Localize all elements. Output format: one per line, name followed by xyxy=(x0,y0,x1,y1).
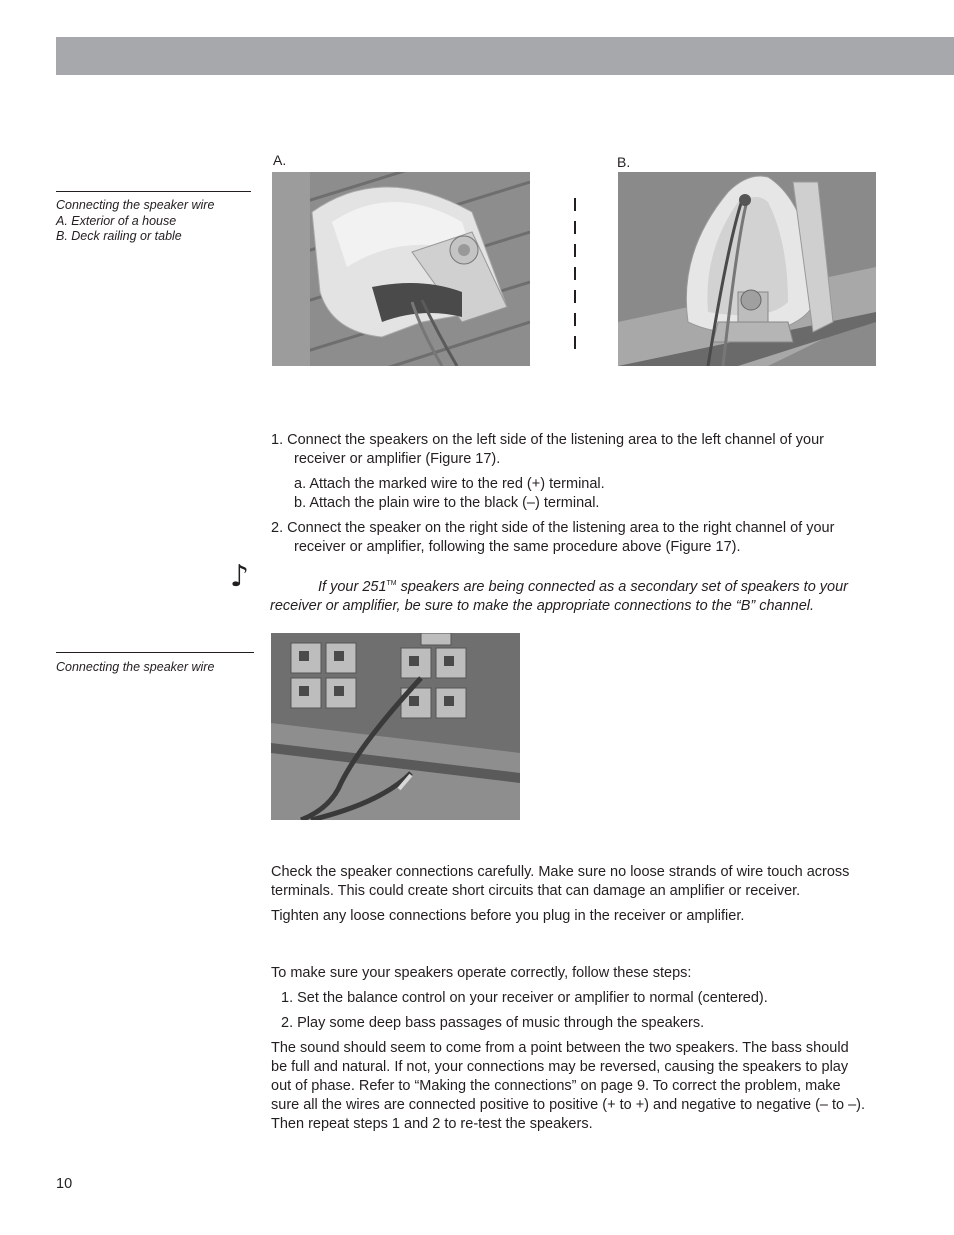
figure-label-b: B. xyxy=(617,154,631,170)
figure-caption-bottom: Connecting the speaker wire xyxy=(56,660,215,674)
check-line: Check the speaker connections carefully. Make sure no loose strands of wire touch across xyxy=(271,864,850,880)
page-number: 10 xyxy=(56,1176,73,1192)
test-paragraph xyxy=(271,1039,931,1134)
divider-ticks xyxy=(574,198,576,348)
photo-speaker-deck-railing xyxy=(618,172,876,366)
photo-speaker-house-exterior xyxy=(272,172,530,366)
step-1-cont: receiver or amplifier (Figure 17). xyxy=(294,451,501,467)
step-2-cont: receiver or amplifier, following the same procedure above (Figure 17). xyxy=(294,539,741,555)
test-line: be full and natural. If not, your connections may be reversed, causing the speakers to play xyxy=(271,1059,849,1075)
test-line: out of phase. Refer to “Making the connections” on page 9. To correct the problem, make xyxy=(271,1078,841,1094)
caption-line: B. Deck railing or table xyxy=(56,229,182,243)
note-line2: receiver or amplifier, be sure to make the appropriate connections to the “B” channel. xyxy=(270,597,815,614)
step-1a: a. Attach the marked wire to the red (+) terminal. xyxy=(294,476,605,492)
figure-caption-top xyxy=(56,198,256,245)
test-step-2: 2. Play some deep bass passages of music through the speakers. xyxy=(281,1015,705,1031)
step-1-text: 1. Connect the speakers on the left side of the listening area to the left channel of your xyxy=(271,432,824,448)
note-line1-pre: If your 251 xyxy=(318,578,387,595)
figure-label-a: A. xyxy=(273,152,287,168)
test-intro: To make sure your speakers operate correctly, follow these steps: xyxy=(271,965,692,981)
test-line: The sound should seem to come from a point between the two speakers. The bass should xyxy=(271,1040,849,1056)
step-2-text: 2. Connect the speaker on the right side of the listening area to the right channel of your xyxy=(271,520,835,536)
test-step-1: 1. Set the balance control on your receiver or amplifier to normal (centered). xyxy=(281,990,768,1006)
header-bar xyxy=(56,37,954,75)
music-note-icon: ♪ xyxy=(230,559,250,594)
caption-rule xyxy=(56,191,251,192)
note-line1-post: speakers are being connected as a secondary set of speakers to your xyxy=(396,578,849,595)
step-1b: b. Attach the plain wire to the black (–) terminal. xyxy=(294,495,600,511)
step-2 xyxy=(271,519,911,557)
check-line: terminals. This could create short circuits that can damage an amplifier or receiver. xyxy=(271,883,801,899)
note-text xyxy=(270,574,920,616)
test-line: Then repeat steps 1 and 2 to re-test the speakers. xyxy=(271,1116,593,1132)
photo-receiver-terminals xyxy=(271,633,520,820)
caption-line: Connecting the speaker wire xyxy=(56,198,215,212)
step-1-substeps xyxy=(294,475,914,513)
caption-line: A. Exterior of a house xyxy=(56,213,177,228)
step-1 xyxy=(271,431,911,469)
test-line: sure all the wires are connected positive to positive (+ to +) and negative to negative (– to –). xyxy=(271,1097,866,1113)
check-paragraph-2: Tighten any loose connections before you plug in the receiver or amplifier. xyxy=(271,908,745,924)
trademark: TM xyxy=(386,580,397,587)
caption-rule xyxy=(56,652,254,653)
check-paragraph-1 xyxy=(271,863,921,901)
